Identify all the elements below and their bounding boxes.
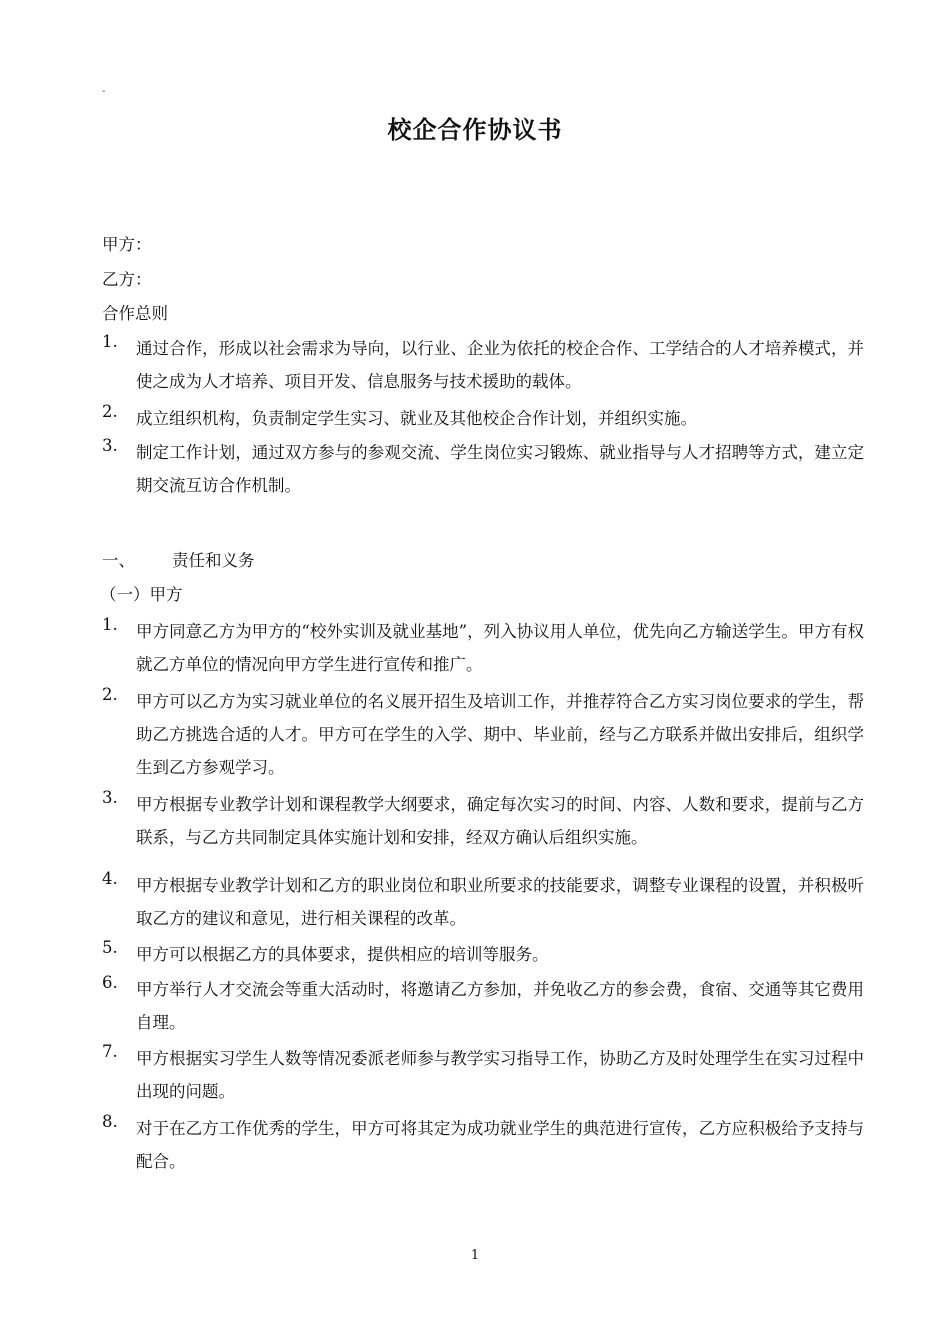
item-number: 4.: [102, 869, 118, 888]
item-text: 甲方根据专业教学计划和课程教学大纲要求，确定每次实习的时间、内容、人数和要求，提前与乙方联系，与乙方共同制定具体实施计划和安排，经双方确认后组织实施。: [136, 795, 864, 847]
item-text: 甲方可以乙方为实习就业单位的名义展开招生及培训工作，并推荐符合乙方实习岗位要求的学生，帮助乙方挑选合适的人才。甲方可在学生的入学、期中、毕业前，经与乙方联系并做出安排后，组织学生到乙方参观学习。: [136, 692, 864, 777]
item-text: 对于在乙方工作优秀的学生，甲方可将其定为成功就业学生的典范进行宣传，乙方应积极给予支持与配合。: [136, 1119, 864, 1171]
general-heading: 合作总则: [102, 304, 168, 323]
party-b-label: 乙方：: [102, 270, 152, 289]
item-number: 3.: [102, 436, 118, 455]
party-a-label: 甲方：: [102, 235, 152, 254]
item-number: 1.: [102, 615, 118, 634]
section-title: 责任和义务: [172, 551, 255, 570]
header-mark: -: [102, 86, 106, 97]
item-number: 8.: [102, 1112, 118, 1131]
item-number: 2.: [102, 402, 118, 421]
section-number: 一、: [102, 551, 135, 570]
item-number: 6.: [102, 973, 118, 992]
item-number: 5.: [102, 938, 118, 957]
document-title: 校企合作协议书: [387, 115, 563, 144]
sub-heading-party-a: （一）甲方: [100, 585, 183, 604]
item-text: 甲方根据实习学生人数等情况委派老师参与教学实习指导工作，协助乙方及时处理学生在实习过程中出现的问题。: [136, 1049, 864, 1101]
item-text: 甲方举行人才交流会等重大活动时，将邀请乙方参加，并免收乙方的参会费，食宿、交通等其它费用自理。: [136, 980, 864, 1032]
item-text: 甲方可以根据乙方的具体要求，提供相应的培训等服务。: [136, 945, 549, 964]
item-text: 制定工作计划，通过双方参与的参观交流、学生岗位实习锻炼、就业指导与人才招聘等方式，建立定期交流互访合作机制。: [136, 443, 864, 495]
item-text: 甲方根据专业教学计划和乙方的职业岗位和职业所要求的技能要求，调整专业课程的设置，并积极听取乙方的建议和意见，进行相关课程的改革。: [136, 876, 864, 928]
item-text: 甲方同意乙方为甲方的“校外实训及就业基地”，列入协议用人单位，优先向乙方输送学生。甲方有权就乙方单位的情况向甲方学生进行宣传和推广。: [136, 622, 864, 674]
item-number: 7.: [102, 1042, 118, 1061]
page-number: 1: [470, 1248, 480, 1263]
item-number: 3.: [102, 788, 118, 807]
item-number: 2.: [102, 685, 118, 704]
item-text: 通过合作，形成以社会需求为导向，以行业、企业为依托的校企合作、工学结合的人才培养模式，并使之成为人才培养、项目开发、信息服务与技术援助的载体。: [136, 339, 864, 391]
item-text: 成立组织机构，负责制定学生实习、就业及其他校企合作计划，并组织实施。: [136, 409, 697, 428]
item-number: 1.: [102, 332, 118, 351]
